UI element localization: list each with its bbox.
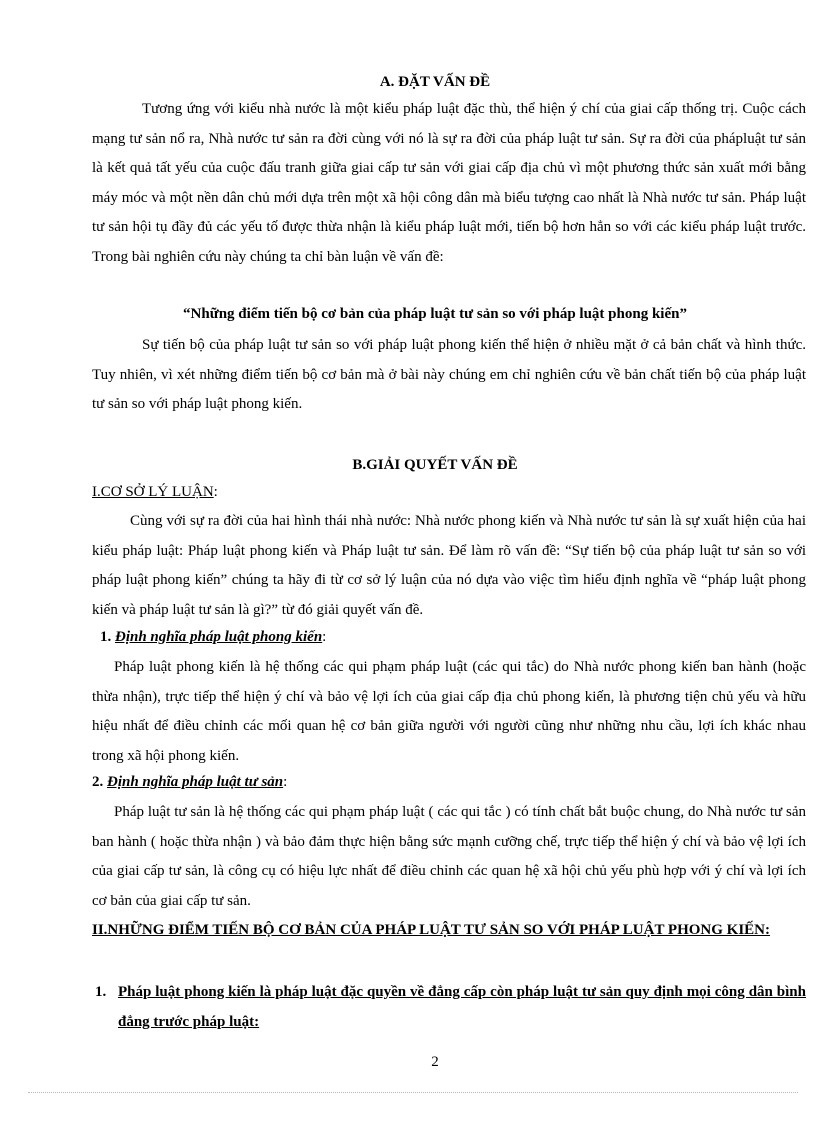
heading-a: A. ĐẶT VẤN ĐỀ xyxy=(379,74,491,90)
intro-paragraph: Tương ứng với kiểu nhà nước là một kiểu pháp luật đặc thù, thể hiện ý chí của giai cấp thống trị. Cuộc cách mạng tư sản nổ ra, Nhà nước tư sản ra đời cùng với nó là sự ra đời của pháp luật tư sản. Sự ra đời của phápluật tư sản là kết quả tất yếu của cuộc đấu tranh giữa giai cấp tư sản với giai cấp địa chủ vì một phương thức sản xuất mới bằng máy móc và một nền dân chủ mới dựa trên một xã hội công dân mà biểu tượng cao nhất là Nhà nước tư sản. Pháp luật tư sản hội tụ đầy đủ các yếu tố được thừa nhận là kiểu pháp luật mới, tiến bộ hơn hẳn so với các kiểu pháp luật trước. Trong bài nghiên cứu này chúng ta chỉ bàn luận về vấn đề: xyxy=(92,101,806,265)
section-1-heading xyxy=(92,484,218,501)
def1-paragraph: Pháp luật phong kiến là hệ thống các qui phạm pháp luật (các qui tắc) do Nhà nước phong kiến ban hành (hoặc thừa nhận), trực tiếp thể hiện ý chí và bảo vệ lợi ích của giai cấp địa chủ phong kiến, là phương tiện chủ yếu và hữu hiệu nhất để điều chỉnh các mối quan hệ cơ bản giữa người với người cũng như những nhu cầu, lợi ích khác nhau trong xã hội phong kiến. xyxy=(92,659,806,764)
item1-title: Pháp luật phong kiến là pháp luật đặc quyền về đẳng cấp còn pháp luật tư sản quy định mọi công dân bình đẳng trước pháp luật: xyxy=(118,984,806,1030)
topic-quote: “Những điểm tiến bộ cơ bản của pháp luật tư sản so với pháp luật phong kiến” xyxy=(183,306,687,322)
def2-colon: : xyxy=(283,774,288,790)
def2-paragraph: Pháp luật tư sản là hệ thống các qui phạm pháp luật ( các qui tắc ) có tính chất bắt buộc chung, do Nhà nước tư sản ban hành ( hoặc thừa nhận ) và bảo đảm thực hiện bằng sức mạnh cưỡng chế, trực tiếp thể hiện ý chí và bảo vệ lợi ích của giai cấp tư sản, là công cụ có hiệu lực nhất để điều chỉnh các quan hệ xã hội chủ yếu phù hợp với ý chí và lợi ích cơ bản của giai cấp tư sản. xyxy=(92,804,806,909)
def2-heading xyxy=(92,774,287,791)
heading-b: B.GIẢI QUYẾT VẤN ĐỀ xyxy=(352,457,518,473)
section-1-colon: : xyxy=(213,484,218,500)
section-1-paragraph: Cùng với sự ra đời của hai hình thái nhà nước: Nhà nước phong kiến và Nhà nước tư sản là sự xuất hiện của hai kiểu pháp luật: Pháp luật phong kiến và Pháp luật tư sản. Để làm rõ vấn đề: “Sự tiến bộ của pháp luật tư sản so với pháp luật phong kiến” chúng ta hãy đi từ cơ sở lý luận của nó dựa vào việc tìm hiểu định nghĩa về “pháp luật phong kiến và pháp luật tư sản là gì?” từ đó giải quyết vấn đề. xyxy=(92,513,806,618)
def2-title: Định nghĩa pháp luật tư sản xyxy=(107,774,284,790)
item1-number: 1. xyxy=(95,984,107,1000)
page-number: 2 xyxy=(431,1054,439,1070)
scope-paragraph: Sự tiến bộ của pháp luật tư sản so với pháp luật phong kiến thể hiện ở nhiều mặt ở cả bản chất và hình thức. Tuy nhiên, vì xét những điểm tiến bộ cơ bản mà ở bài này chúng em chỉ nghiên cứu về bản chất tiến bộ của pháp luật tư sản so với pháp luật phong kiến. xyxy=(92,337,806,412)
def1-number: 1. xyxy=(100,629,112,645)
section-2-title: II.NHỮNG ĐIỂM TIẾN BỘ CƠ BẢN CỦA PHÁP LUẬT TƯ SẢN SO VỚI PHÁP LUẬT PHONG KIẾN: xyxy=(92,922,771,938)
section-1-title: I.CƠ SỞ LÝ LUẬN xyxy=(92,484,214,500)
def1-heading xyxy=(100,629,326,646)
def1-colon: : xyxy=(322,629,327,645)
def2-number: 2. xyxy=(92,774,104,790)
page-bottom-divider xyxy=(28,1092,798,1093)
def1-title: Định nghĩa pháp luật phong kiến xyxy=(115,629,323,645)
